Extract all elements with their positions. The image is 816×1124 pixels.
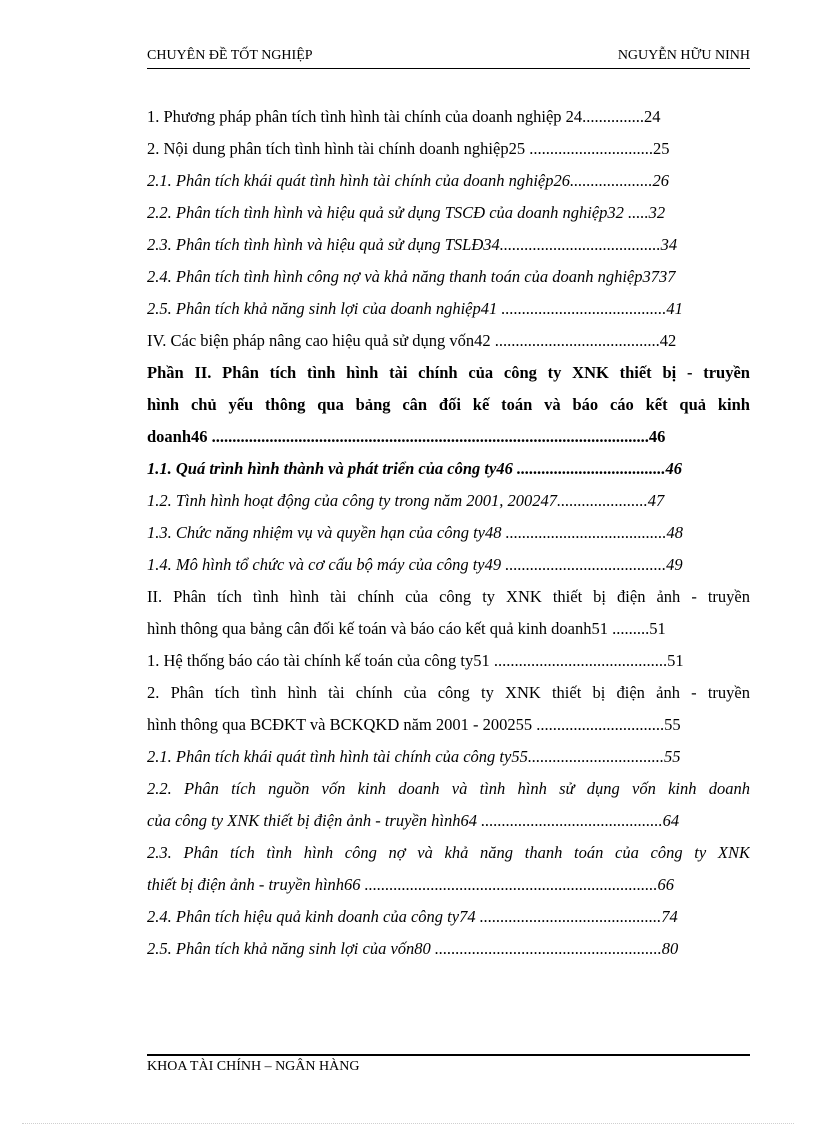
toc-entry[interactable]	[147, 682, 750, 714]
toc-entry-text: của công ty XNK thiết bị điện ảnh - truyền hình64 ............................................64	[147, 811, 680, 830]
toc-entry[interactable]	[147, 810, 750, 842]
toc-entry-text: 1. Hệ thống báo cáo tài chính kế toán của công ty51 ..........................................51	[147, 651, 684, 670]
toc-entry[interactable]	[147, 586, 750, 618]
toc-entry-text: 2. Phân tích tình hình tài chính của công ty XNK thiết bị điện ảnh - truyền	[147, 683, 750, 702]
toc-entry[interactable]	[147, 394, 750, 426]
toc-entry-text: thiết bị điện ảnh - truyền hình66 .......................................................................66	[147, 875, 675, 894]
toc-entry-text: IV. Các biện pháp nâng cao hiệu quả sử dụng vốn42 ........................................42	[147, 331, 677, 350]
toc-entry[interactable]	[147, 202, 750, 234]
toc-entry-text: 1.3. Chức năng nhiệm vụ và quyền hạn của công ty48 .......................................48	[147, 523, 684, 542]
toc-entry[interactable]	[147, 522, 750, 554]
toc-entry[interactable]	[147, 554, 750, 586]
toc-entry-text: hình thông qua bảng cân đối kế toán và báo cáo kết quả kinh doanh51 .........51	[147, 619, 666, 638]
toc-entry[interactable]	[147, 298, 750, 330]
header-left-title: CHUYÊN ĐỀ TỐT NGHIỆP	[147, 48, 313, 63]
toc-entry-text: Phần II. Phân tích tình hình tài chính của công ty XNK thiết bị - truyền	[147, 363, 750, 382]
toc-entry-text: 1.4. Mô hình tổ chức và cơ cấu bộ máy của công ty49 .......................................49	[147, 555, 683, 574]
toc-entry-text: 2.2. Phân tích tình hình và hiệu quả sử dụng TSCĐ của doanh nghiệp32 .....32	[147, 203, 666, 222]
toc-entry-text: 2.1. Phân tích khái quát tình hình tài chính của doanh nghiệp26....................26	[147, 171, 669, 190]
toc-entry-text: doanh46 ..........................................................................................................46	[147, 427, 666, 446]
footer-faculty: KHOA TÀI CHÍNH – NGÂN HÀNG	[147, 1059, 360, 1074]
toc-entry-text: 1.2. Tình hình hoạt động của công ty trong năm 2001, 200247......................47	[147, 491, 665, 510]
toc-entry-text: 2.3. Phân tích tình hình và hiệu quả sử dụng TSLĐ34.......................................34	[147, 235, 678, 254]
toc-entry[interactable]	[147, 778, 750, 810]
toc-entry-text: 1. Phương pháp phân tích tình hình tài chính của doanh nghiệp 24...............24	[147, 107, 661, 126]
toc-entry[interactable]	[147, 138, 750, 170]
toc-entry[interactable]	[147, 906, 750, 938]
toc-entry-text: 2.4. Phân tích hiệu quả kinh doanh của công ty74 ............................................74	[147, 907, 678, 926]
toc-entry[interactable]	[147, 170, 750, 202]
toc-entry[interactable]	[147, 746, 750, 778]
toc-entry-text: 2.2. Phân tích nguồn vốn kinh doanh và tình hình sử dụng vốn kinh doanh	[147, 779, 750, 798]
page-header	[147, 46, 750, 69]
toc-entry[interactable]	[147, 330, 750, 362]
toc-entry[interactable]	[147, 458, 750, 490]
toc-entry-text: hình chủ yếu thông qua bảng cân đối kế toán và báo cáo kết quả kinh	[147, 395, 750, 414]
toc-entry-text: hình thông qua BCĐKT và BCKQKD năm 2001 - 200255 ...............................55	[147, 715, 681, 734]
toc-entry-text: II. Phân tích tình hình tài chính của công ty XNK thiết bị điện ảnh - truyền	[147, 587, 750, 606]
toc-entry-text: 2.5. Phân tích khả năng sinh lợi của vốn80 .......................................................80	[147, 939, 679, 958]
page-footer	[147, 1054, 750, 1075]
toc-entry[interactable]	[147, 106, 750, 138]
toc-entry-text: 2.1. Phân tích khái quát tình hình tài chính của công ty55.................................55	[147, 747, 681, 766]
toc-entry[interactable]	[147, 618, 750, 650]
toc-entry-text: 2.5. Phân tích khả năng sinh lợi của doanh nghiệp41 ........................................41	[147, 299, 683, 318]
table-of-contents	[147, 106, 750, 970]
toc-entry[interactable]	[147, 426, 750, 458]
toc-entry[interactable]	[147, 650, 750, 682]
toc-entry[interactable]	[147, 266, 750, 298]
toc-entry-text: 2.3. Phân tích tình hình công nợ và khả năng thanh toán của công ty XNK	[147, 843, 750, 862]
toc-entry-text: 2.4. Phân tích tình hình công nợ và khả năng thanh toán của doanh nghiệp3737	[147, 267, 676, 286]
header-author: NGUYỄN HỮU NINH	[617, 48, 750, 63]
toc-entry[interactable]	[147, 362, 750, 394]
toc-entry-text: 1.1. Quá trình hình thành và phát triển của công ty46 ....................................46	[147, 459, 682, 478]
toc-entry-text: 2. Nội dung phân tích tình hình tài chính doanh nghiệp25 ..............................25	[147, 139, 670, 158]
toc-entry[interactable]	[147, 234, 750, 266]
toc-entry[interactable]	[147, 874, 750, 906]
toc-entry[interactable]	[147, 714, 750, 746]
toc-entry[interactable]	[147, 938, 750, 970]
toc-entry[interactable]	[147, 842, 750, 874]
toc-entry[interactable]	[147, 490, 750, 522]
